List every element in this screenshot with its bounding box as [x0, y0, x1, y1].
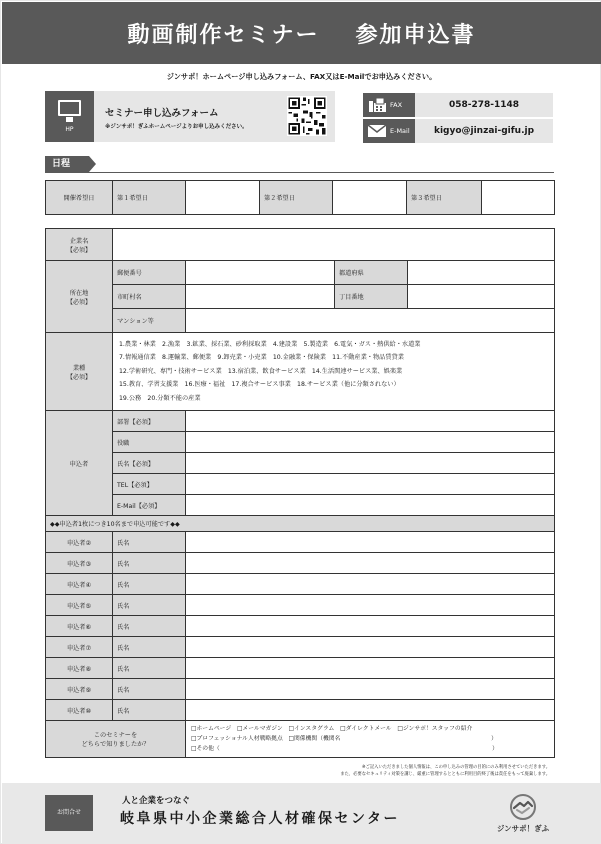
name-field[interactable]: [186, 532, 555, 553]
industry-options[interactable]: [113, 333, 555, 411]
dept-label: 部署【必須】: [113, 411, 186, 432]
table-row: [46, 658, 555, 679]
source-options[interactable]: [186, 721, 555, 758]
choice2-field[interactable]: [333, 181, 407, 215]
table-row: [46, 181, 555, 215]
building-label: マンション等: [113, 309, 186, 333]
section-divider: [45, 172, 554, 173]
industry-line: 15.教育、学習支援業 16.医療・福祉 17.複合サービス事業 18.サービス業（他に分類されない）: [119, 381, 400, 389]
application-table: [45, 228, 555, 758]
choice1-field[interactable]: [186, 181, 260, 215]
industry-line: 19.公務 20.分類不能の産業: [119, 394, 201, 402]
name-label: 氏名: [113, 679, 186, 700]
applicant-label: 申込者④: [46, 574, 113, 595]
privacy-note: ※ご記入いただきました個人情報は、この申し込みの管理の目的にのみ利用させていただきます。 また、必要なセキュリティ対策を講じ、厳重に管理するとともに利用目的終了後は責任をもって廃棄します。: [340, 765, 550, 777]
name-field[interactable]: [186, 658, 555, 679]
applicant-label: 申込者: [46, 411, 113, 516]
applicant-label: 申込者⑥: [46, 616, 113, 637]
table-row: [46, 637, 555, 658]
name-label: 氏名: [113, 637, 186, 658]
name-field[interactable]: [186, 616, 555, 637]
block-label: 丁目番地: [335, 285, 408, 309]
name-label: 氏名: [113, 700, 186, 721]
homepage-form-heading: セミナー申し込みフォーム: [105, 108, 219, 119]
table-row: [46, 616, 555, 637]
email-address[interactable]: kigyo@jinzai-gifu.jp: [433, 126, 535, 136]
homepage-form-box[interactable]: [45, 91, 335, 142]
table-row: [46, 553, 555, 574]
table-row: [46, 679, 555, 700]
source-option-line[interactable]: □ホームページ □メールマガジン □インスタグラム □ダイレクトメール □ジンサポ！スタッフの紹介: [191, 726, 473, 732]
table-row: [46, 495, 555, 516]
title-banner: [2, 2, 601, 64]
dept-field[interactable]: [186, 411, 555, 432]
name-field[interactable]: [186, 574, 555, 595]
mail-icon: [368, 125, 386, 137]
building-field[interactable]: [186, 309, 555, 333]
org-logo: [489, 791, 557, 837]
choice2-label: 第２希望日: [260, 181, 333, 215]
choice3-label: 第３希望日: [407, 181, 482, 215]
position-field[interactable]: [186, 432, 555, 453]
applicant-label: 申込者⑦: [46, 637, 113, 658]
table-row: [46, 532, 555, 553]
table-row: [46, 432, 555, 453]
table-row: [46, 333, 555, 411]
table-row: [46, 261, 555, 285]
handshake-logo-icon: [509, 793, 537, 821]
table-row: [46, 285, 555, 309]
contact-badge: お問合せ: [45, 795, 93, 831]
company-field[interactable]: [113, 229, 555, 261]
fax-icon: [369, 98, 386, 112]
schedule-header: 開催希望日: [46, 181, 113, 215]
name-label: 氏名: [113, 574, 186, 595]
table-row: [46, 309, 555, 333]
name-label: 氏名: [113, 658, 186, 679]
prefecture-label: 都道府県: [335, 261, 408, 285]
section-arrow: [89, 156, 96, 172]
mail-field[interactable]: [186, 495, 555, 516]
prefecture-field[interactable]: [408, 261, 555, 285]
postal-field[interactable]: [186, 261, 335, 285]
applicant-limit-note: ◆◆申込者1枚につき10名まで申込可能です◆◆: [46, 516, 555, 532]
block-field[interactable]: [408, 285, 555, 309]
tel-field[interactable]: [186, 474, 555, 495]
industry-line: 7.情報通信業 8.運輸業、郵便業 9.卸売業・小売業 10.金融業・保険業 11.不動産業・物品賃貸業: [119, 354, 404, 362]
name-field[interactable]: [186, 679, 555, 700]
footer-tagline: 人と企業をつなぐ: [122, 796, 191, 806]
page-subtitle: 参加申込書: [355, 22, 476, 48]
name-field[interactable]: [186, 553, 555, 574]
company-label: 企業名 【必須】: [46, 229, 113, 261]
table-row: [46, 474, 555, 495]
name-label: 氏名: [113, 595, 186, 616]
address-label: 所在地 【必須】: [46, 261, 113, 333]
qr-code-icon[interactable]: [287, 96, 327, 136]
applicant-label: 申込者⑩: [46, 700, 113, 721]
applicant-label: 申込者②: [46, 532, 113, 553]
name-label: 氏名: [113, 532, 186, 553]
page-title: 動画制作セミナー: [127, 22, 320, 48]
applicant-label: 申込者⑤: [46, 595, 113, 616]
position-label: 役職: [113, 432, 186, 453]
tel-label: TEL【必須】: [113, 474, 186, 495]
applicant-label: 申込者⑧: [46, 658, 113, 679]
name-label: 氏名【必須】: [113, 453, 186, 474]
email-contact: [363, 119, 553, 143]
table-row: [46, 595, 555, 616]
schedule-section-label: 日程: [45, 156, 89, 172]
name-field[interactable]: [186, 595, 555, 616]
table-row: [46, 453, 555, 474]
footer: [2, 783, 601, 844]
name-field[interactable]: [186, 700, 555, 721]
name-label: 氏名: [113, 553, 186, 574]
fax-number: 058-278-1148: [448, 100, 520, 110]
schedule-table: [45, 180, 555, 215]
homepage-form-note: ※ジンサポ！ぎふホームページよりお申し込みください。: [105, 124, 248, 130]
instruction-text: ジンサポ！ホームページ申し込みフォーム、FAX又はE-Mailでお申込みください。: [166, 72, 437, 81]
industry-line: 1.農業・林業 2.漁業 3.鉱業、採石業、砂利採取業 4.建設業 5.製造業 6.電気・ガス・熱供給・水道業: [119, 340, 421, 348]
applicant-label: 申込者⑨: [46, 679, 113, 700]
table-row: [46, 574, 555, 595]
source-option-line[interactable]: □その他（ ）: [191, 746, 498, 752]
table-row: [46, 721, 555, 758]
choice1-label: 第１希望日: [113, 181, 186, 215]
fax-contact: [363, 93, 553, 117]
logo-text: ジンサポ！ぎふ: [496, 824, 550, 833]
fax-label: FAX: [390, 101, 403, 109]
industry-line: 12.学術研究、専門・技術サービス業 13.宿泊業、飲食サービス業 14.生活関連サービス業、娯楽業: [119, 367, 403, 375]
applicant-label: 申込者③: [46, 553, 113, 574]
name-field[interactable]: [186, 637, 555, 658]
table-row: [46, 411, 555, 432]
table-row: [46, 229, 555, 261]
city-field[interactable]: [186, 285, 335, 309]
source-option-line[interactable]: □プロフェッショナル人材戦略拠点 □関係機関（機関名 ）: [191, 736, 497, 742]
industry-label: 業種 【必須】: [46, 333, 113, 411]
mail-label: E-Mail【必須】: [113, 495, 186, 516]
postal-label: 郵便番号: [113, 261, 186, 285]
email-label: E-Mail: [390, 127, 410, 135]
city-label: 市町村名: [113, 285, 186, 309]
table-row: [46, 516, 555, 532]
monitor-icon: HP: [45, 91, 94, 142]
name-label: 氏名: [113, 616, 186, 637]
footer-organization: 岐阜県中小企業総合人材確保センター: [120, 811, 400, 827]
choice3-field[interactable]: [482, 181, 555, 215]
table-row: [46, 700, 555, 721]
source-question: このセミナーを どちらで知りましたか？: [46, 721, 186, 758]
name-field[interactable]: [186, 453, 555, 474]
